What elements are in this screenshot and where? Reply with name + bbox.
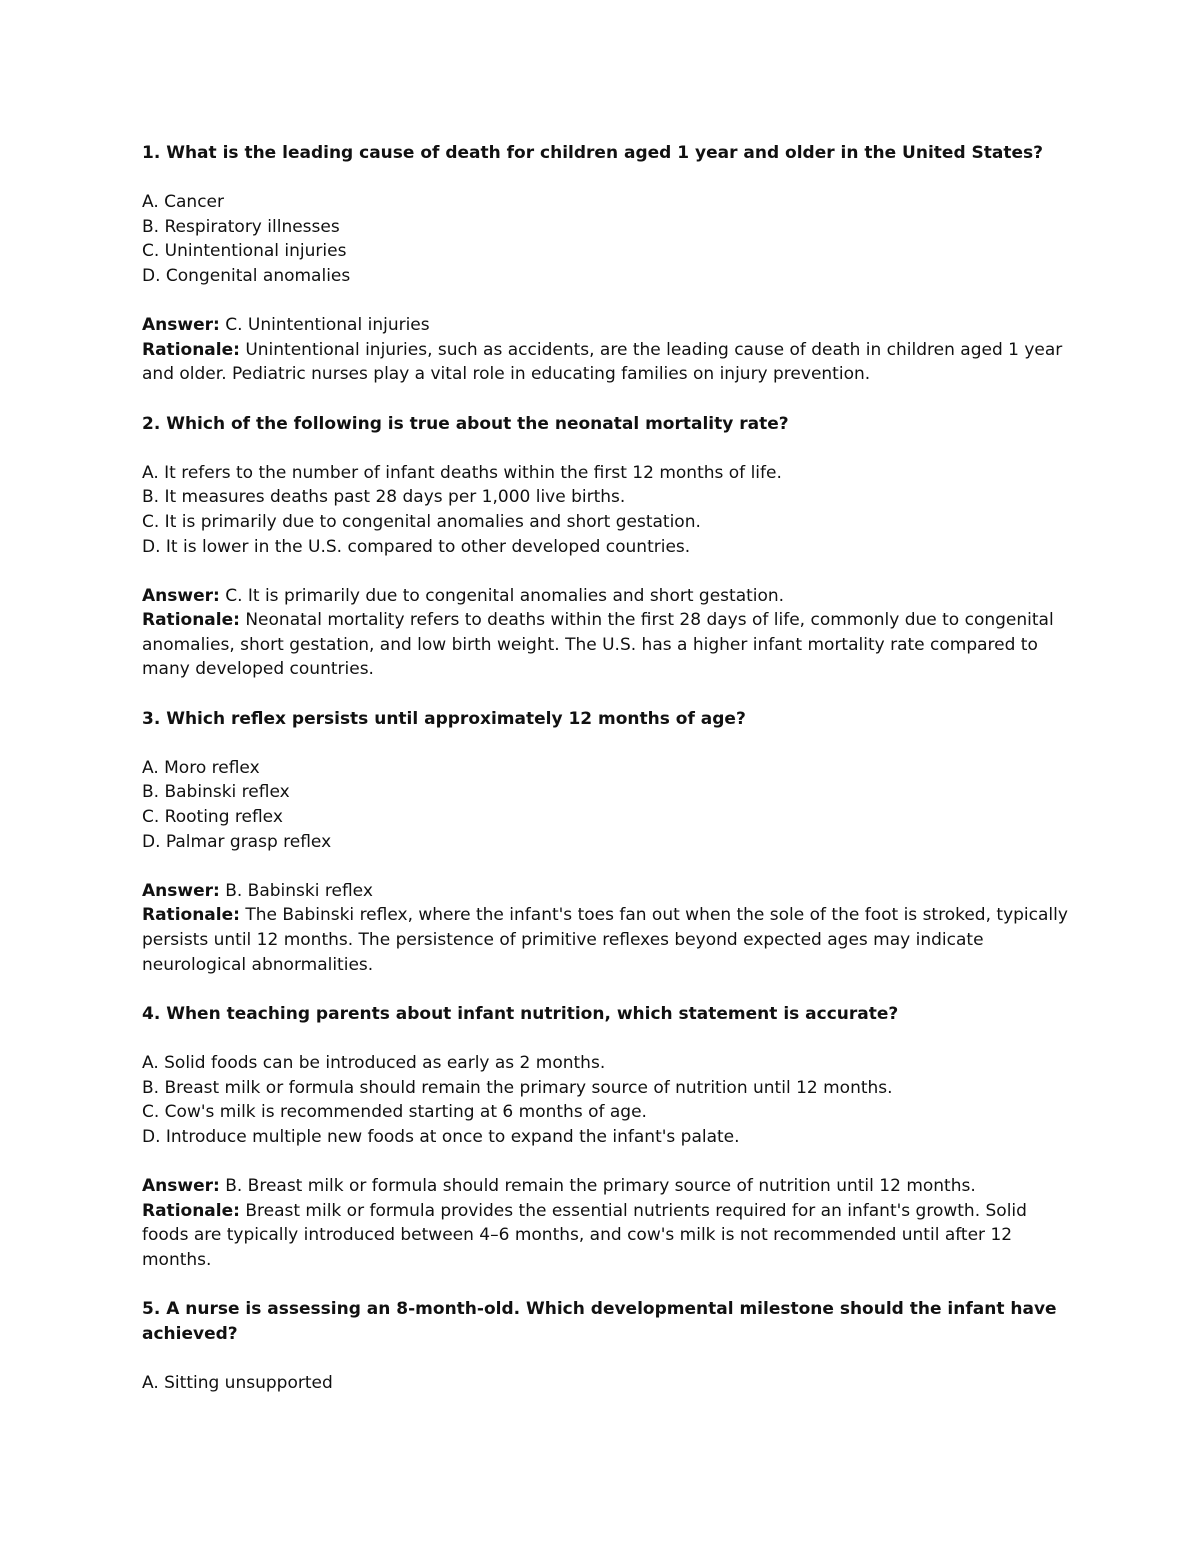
option-b: B. Babinski reflex [142, 782, 290, 803]
answer-block [142, 879, 1072, 977]
answer-text: C. Unintentional injuries [225, 315, 430, 336]
document-page [142, 141, 1072, 1420]
question-2 [142, 412, 1072, 683]
rationale-text: The Babinski reflex, where the infant's toes fan out when the sole of the foot is stroked, typically persists until 12 months. The persistence of primitive reflexes beyond expected ages may indicate neurological abnormalities. [142, 905, 1068, 975]
rationale-text: Unintentional injuries, such as accidents, are the leading cause of death in children aged 1 year and older. Pediatric nurses play a vital role in educating families on injury prevention. [142, 339, 1063, 385]
answer-text: B. Babinski reflex [225, 880, 373, 901]
question-4 [142, 1002, 1072, 1273]
rationale-label: Rationale: [142, 905, 240, 926]
answer-line [142, 584, 1072, 609]
option-d: D. Congenital anomalies [142, 265, 351, 286]
option-list [142, 461, 1072, 559]
option-d: D. Palmar grasp reflex [142, 831, 332, 852]
answer-block [142, 313, 1072, 387]
rationale-text: Breast milk or formula provides the essential nutrients required for an infant's growth. Solid foods are typically introduced between 4–6 months, and cow's milk is not recommended until after 12 months. [142, 1200, 1027, 1270]
rationale-text: Neonatal mortality refers to deaths within the first 28 days of life, commonly due to congenital anomalies, short gestation, and low birth weight. The U.S. has a higher infant mortality rate compared to many developed countries. [142, 610, 1054, 680]
option-list [142, 756, 1072, 854]
rationale-line [142, 903, 1072, 977]
question-5 [142, 1297, 1072, 1395]
question-title: 1. What is the leading cause of death for children aged 1 year and older in the United States? [142, 143, 1044, 163]
option-c: C. It is primarily due to congenital anomalies and short gestation. [142, 511, 701, 532]
option-list [142, 190, 1072, 288]
question-title: 3. Which reflex persists until approximately 12 months of age? [142, 708, 746, 729]
option-c: C. Cow's milk is recommended starting at 6 months of age. [142, 1102, 647, 1123]
rationale-line [142, 608, 1072, 682]
option-d: D. It is lower in the U.S. compared to other developed countries. [142, 536, 691, 557]
option-d: D. Introduce multiple new foods at once to expand the infant's palate. [142, 1126, 740, 1147]
option-list [142, 1371, 1072, 1396]
answer-line [142, 313, 1072, 338]
rationale-label: Rationale: [142, 1200, 240, 1221]
answer-block [142, 584, 1072, 682]
rationale-label: Rationale: [142, 610, 240, 631]
option-b: B. It measures deaths past 28 days per 1,000 live births. [142, 487, 626, 508]
answer-label: Answer: [142, 880, 220, 901]
answer-block [142, 1174, 1072, 1272]
question-title: 5. A nurse is assessing an 8-month-old. Which developmental milestone should the infant have achieved? [142, 1298, 1057, 1344]
option-b: B. Breast milk or formula should remain the primary source of nutrition until 12 months. [142, 1077, 893, 1098]
rationale-line [142, 338, 1072, 387]
question-3 [142, 707, 1072, 978]
answer-label: Answer: [142, 585, 220, 606]
rationale-label: Rationale: [142, 339, 240, 360]
option-list [142, 1051, 1072, 1149]
option-a: A. Sitting unsupported [142, 1372, 333, 1393]
question-title: 2. Which of the following is true about the neonatal mortality rate? [142, 413, 789, 434]
answer-text: C. It is primarily due to congenital anomalies and short gestation. [225, 585, 785, 606]
option-a: A. It refers to the number of infant deaths within the first 12 months of life. [142, 462, 782, 483]
answer-line [142, 879, 1072, 904]
answer-line [142, 1174, 1072, 1199]
option-a: A. Cancer [142, 192, 224, 213]
option-b: B. Respiratory illnesses [142, 216, 340, 237]
answer-label: Answer: [142, 315, 220, 336]
option-c: C. Unintentional injuries [142, 241, 347, 262]
option-a: A. Solid foods can be introduced as early as 2 months. [142, 1052, 606, 1073]
rationale-line [142, 1199, 1072, 1273]
option-a: A. Moro reflex [142, 757, 260, 778]
answer-label: Answer: [142, 1175, 220, 1196]
question-title: 4. When teaching parents about infant nutrition, which statement is accurate? [142, 1003, 899, 1024]
option-c: C. Rooting reflex [142, 807, 283, 828]
question-1 [142, 141, 1072, 387]
answer-text: B. Breast milk or formula should remain the primary source of nutrition until 12 months. [225, 1175, 976, 1196]
